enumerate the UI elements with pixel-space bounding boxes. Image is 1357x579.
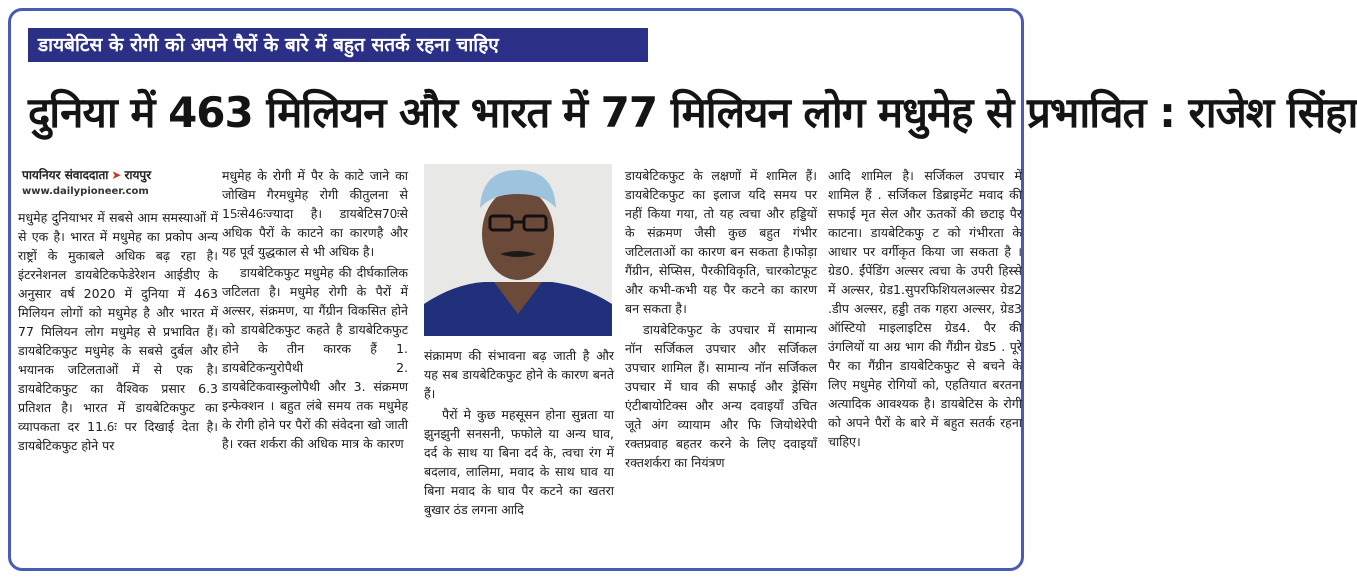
- paragraph: मधुमेह दुनियाभर में सबसे आम समस्याओं में से एक है। भारत में मधुमेह का प्रकोप अन्य राष्ट्रों के मुकाबले अधिक बढ़ रहा है। इंटरनेशनल डायबेटिकफेडेरेशन आईडीए के अनुसार वर्ष 2020 में दुनिया में 463 मिलियन लोगों को मधुमेह है और भारत में 77 मिलियन लोग मधुमेह से प्रभावित हैं। डायबेटिकफुट मधुमेह के सबसे दुर्बल और भयानक जटिलताओं में से एक है। डायबेटिकफुट का वैश्विक प्रसार 6.3 प्रतिशत है। भारत में डायबेटिकफुट का व्यापकता दर 11.6ः पर दिखाई देता है। डायबेटिकफुट होने पर: [18, 210, 218, 453]
- paragraph: डायबेटिकफुट के उपचार में सामान्य नॉन सर्जिकल उपचार और सर्जिकल उपचार शामिल हैं। सामान्य नॉन सर्जिकल उपचार में घाव की सफाई और ड्रेसिंग एंटीबायोटिक्स और अन्य दवाइयाँ उचित जूते अंग व्यायाम और फि जियोथेरेपी रक्तप्रवाह बहतर करने के लिए दवाइयाँ रक्तशर्करा का नियंत्रण: [625, 322, 817, 470]
- location-pin-icon: ➤: [111, 168, 122, 182]
- article-column-2: [222, 166, 408, 556]
- article-column-5: [828, 166, 1022, 556]
- portrait-illustration: [424, 164, 612, 336]
- byline: [22, 166, 222, 183]
- kicker-banner: डायबेटिस के रोगी को अपने पैरों के बारे में बहुत सतर्क रहना चाहिए: [28, 28, 648, 62]
- paragraph: डायबेटिकफुट मधुमेह की दीर्घकालिक जटिलता है। मधुमेह रोगी के पैरों में अल्सर, संक्रमण, या गैंग्रीन विकसित होने को डायबेटिकफुट कहते है डायबेटिकफुट होने के तीन कारक हैं 1. डायबेटिकन्युरोपैथी 2. डायबेटिकवास्कुलोपैथी और 3. संक्रमण इन्फेक्शन । बहुत लंबे समय तक मधुमेह के रोगी होने पर पैरों की संवेदना खो जाती है। रक्त शर्करा की अधिक मात्र के कारण: [222, 265, 408, 451]
- doctor-photo: [424, 164, 612, 336]
- paragraph: मधुमेह के रोगी में पैर के काटे जाने का जोखिम गैरमधुमेह रोगी कीतुलना से 15ःसे46ःज्यादा है। डायबेटिस70ःसे अधिक पैरों के काटने का कारणहै और यह पूर्व युद्धकाल से भी अधिक है।: [222, 168, 408, 259]
- paragraph: संक्रामण की संभावना बढ़ जाती है और यह सब डायबेटिकफुट होने के कारण बनते हैं।: [424, 348, 614, 401]
- headline: दुनिया में 463 मिलियन और भारत में 77 मिलियन लोग मधुमेह से प्रभावित : राजेश सिंहा: [28, 88, 1357, 137]
- article-column-3: [424, 346, 614, 556]
- paragraph: पैरों मे कुछ महसूसन होना सुन्नता या झुनझुनी सनसनी, फफोले या अन्य घाव, दर्द के साथ या बिना दर्द के, त्वचा रंग में बदलाव, लालिमा, मवाद के साथ घाव या बिना मवाद के घाव पैर कटने का खतरा बुखार ठंड लगना आदि: [424, 407, 614, 517]
- paragraph: आदि शामिल है। सर्जिकल उपचार में शामिल हैं . सर्जिकल डिब्राइमेंट मवाद की सफाई मृत सेल और ऊतकों की छटाइ पैर काटना। डायबेटिकफु ट को गंभीरता के आधार पर वर्गीकृत किया जा सकता है । ग्रेड0. ईंपेंडिंग अल्सर त्वचा के उपरी हिस्से में अल्सर, ग्रेड1.सुपरफिशियलअल्सर ग्रेड2 .डीप अल्सर, हड्डी तक गहरा अल्सर, ग्रेड3 ऑस्टियो माइलाइटिस ग्रेड4. पैर की उंगलियों या अग्र भाग की गैंग्रीन ग्रेड5 . पूरे पैर का गैंग्रीन डायबेटिकफुट से बचने के लिए मधुमेह रोगियों को, एहतियात बरतना अत्यादिक आवश्यक है। डायबेटिस के रोगी को अपने पैरों के बारे में बहुत सतर्क रहना चाहिए।: [828, 168, 1022, 449]
- reporter-name: पायनियर संवाददाता: [22, 168, 109, 182]
- paragraph: डायबेटिकफुट के लक्षणों में शामिल हैं। डायबेटिकफुट का इलाज यदि समय पर नहीं किया गया, तो यह त्वचा और हड्डियों के संक्रमण जैसी कुछ बहुत गंभीर जटिलताओं का कारण बन सकता है।फोड़ा गैंग्रीन, सेप्सिस, पैरकीविकृति, चारकोटफूट और कभी-कभी यह पैर कटने का कारण बन सकता है।: [625, 168, 817, 316]
- website-url: www.dailypioneer.com: [22, 186, 149, 197]
- article-column-1: [18, 208, 218, 553]
- city-name: रायपुर: [124, 168, 152, 182]
- article-column-4: [625, 166, 817, 556]
